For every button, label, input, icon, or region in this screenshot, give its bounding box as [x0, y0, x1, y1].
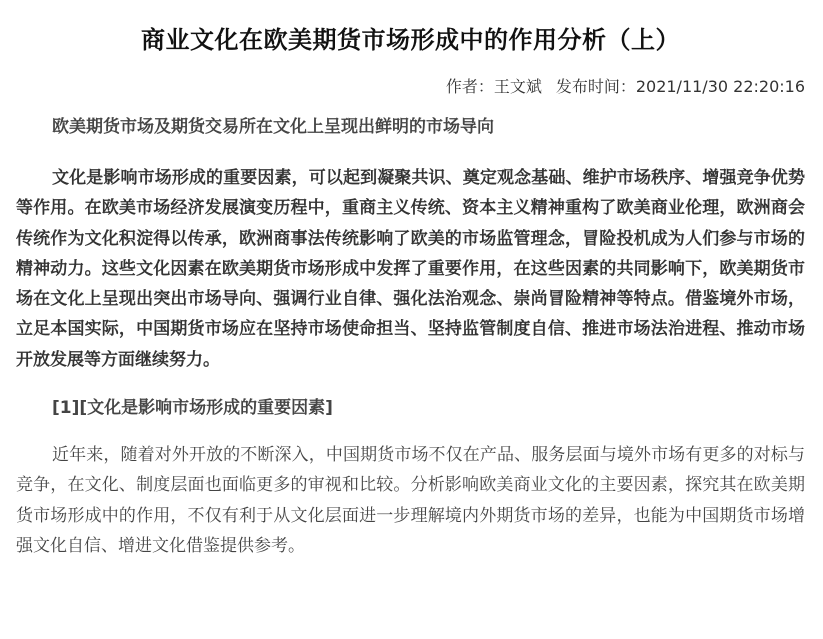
paragraph-intro: 近年来，随着对外开放的不断深入，中国期货市场不仅在产品、服务层面与境外市场有更多的对标与竞争，在文化、制度层面也面临更多的审视和比较。分析影响欧美商业文化的主要因素，探究其在欧美期货市场形成中的作用，不仅有利于从文化层面进一步理解境内外期货市场的差异，也能为中国期货市场增强文化自信、增进文化借鉴提供参考。: [16, 445, 805, 556]
reference-heading: [1][文化是影响市场形成的重要因素]: [52, 398, 333, 419]
section-heading: 欧美期货市场及期货交易所在文化上呈现出鲜明的市场导向: [52, 117, 494, 137]
article-title: 商业文化在欧美期货市场形成中的作用分析（上）: [141, 26, 680, 54]
article-meta: [16, 70, 805, 104]
paragraph-summary: 文化是影响市场形成的重要因素，可以起到凝聚共识、奠定观念基础、维护市场秩序、增强竞争优势等作用。在欧美市场经济发展演变历程中，重商主义传统、资本主义精神重构了欧美商业伦理，欧洲商会传统作为文化积淀得以传承，欧洲商事法传统影响了欧美的市场监管理念，冒险投机成为人们参与市场的精神动力。这些文化因素在欧美期货市场形成中发挥了重要作用，在这些因素的共同影响下，欧美期货市场在文化上呈现出突出市场导向、强调行业自律、强化法治观念、崇尚冒险精神等特点。借鉴境外市场，立足本国实际，中国期货市场应在坚持市场使命担当、坚持监管制度自信、推进市场法治进程、推动市场开放发展等方面继续努力。: [16, 168, 805, 370]
publish-time: 发布时间：2021/11/30 22:20:16: [555, 77, 805, 96]
author-label: 作者：王文斌: [445, 77, 542, 96]
